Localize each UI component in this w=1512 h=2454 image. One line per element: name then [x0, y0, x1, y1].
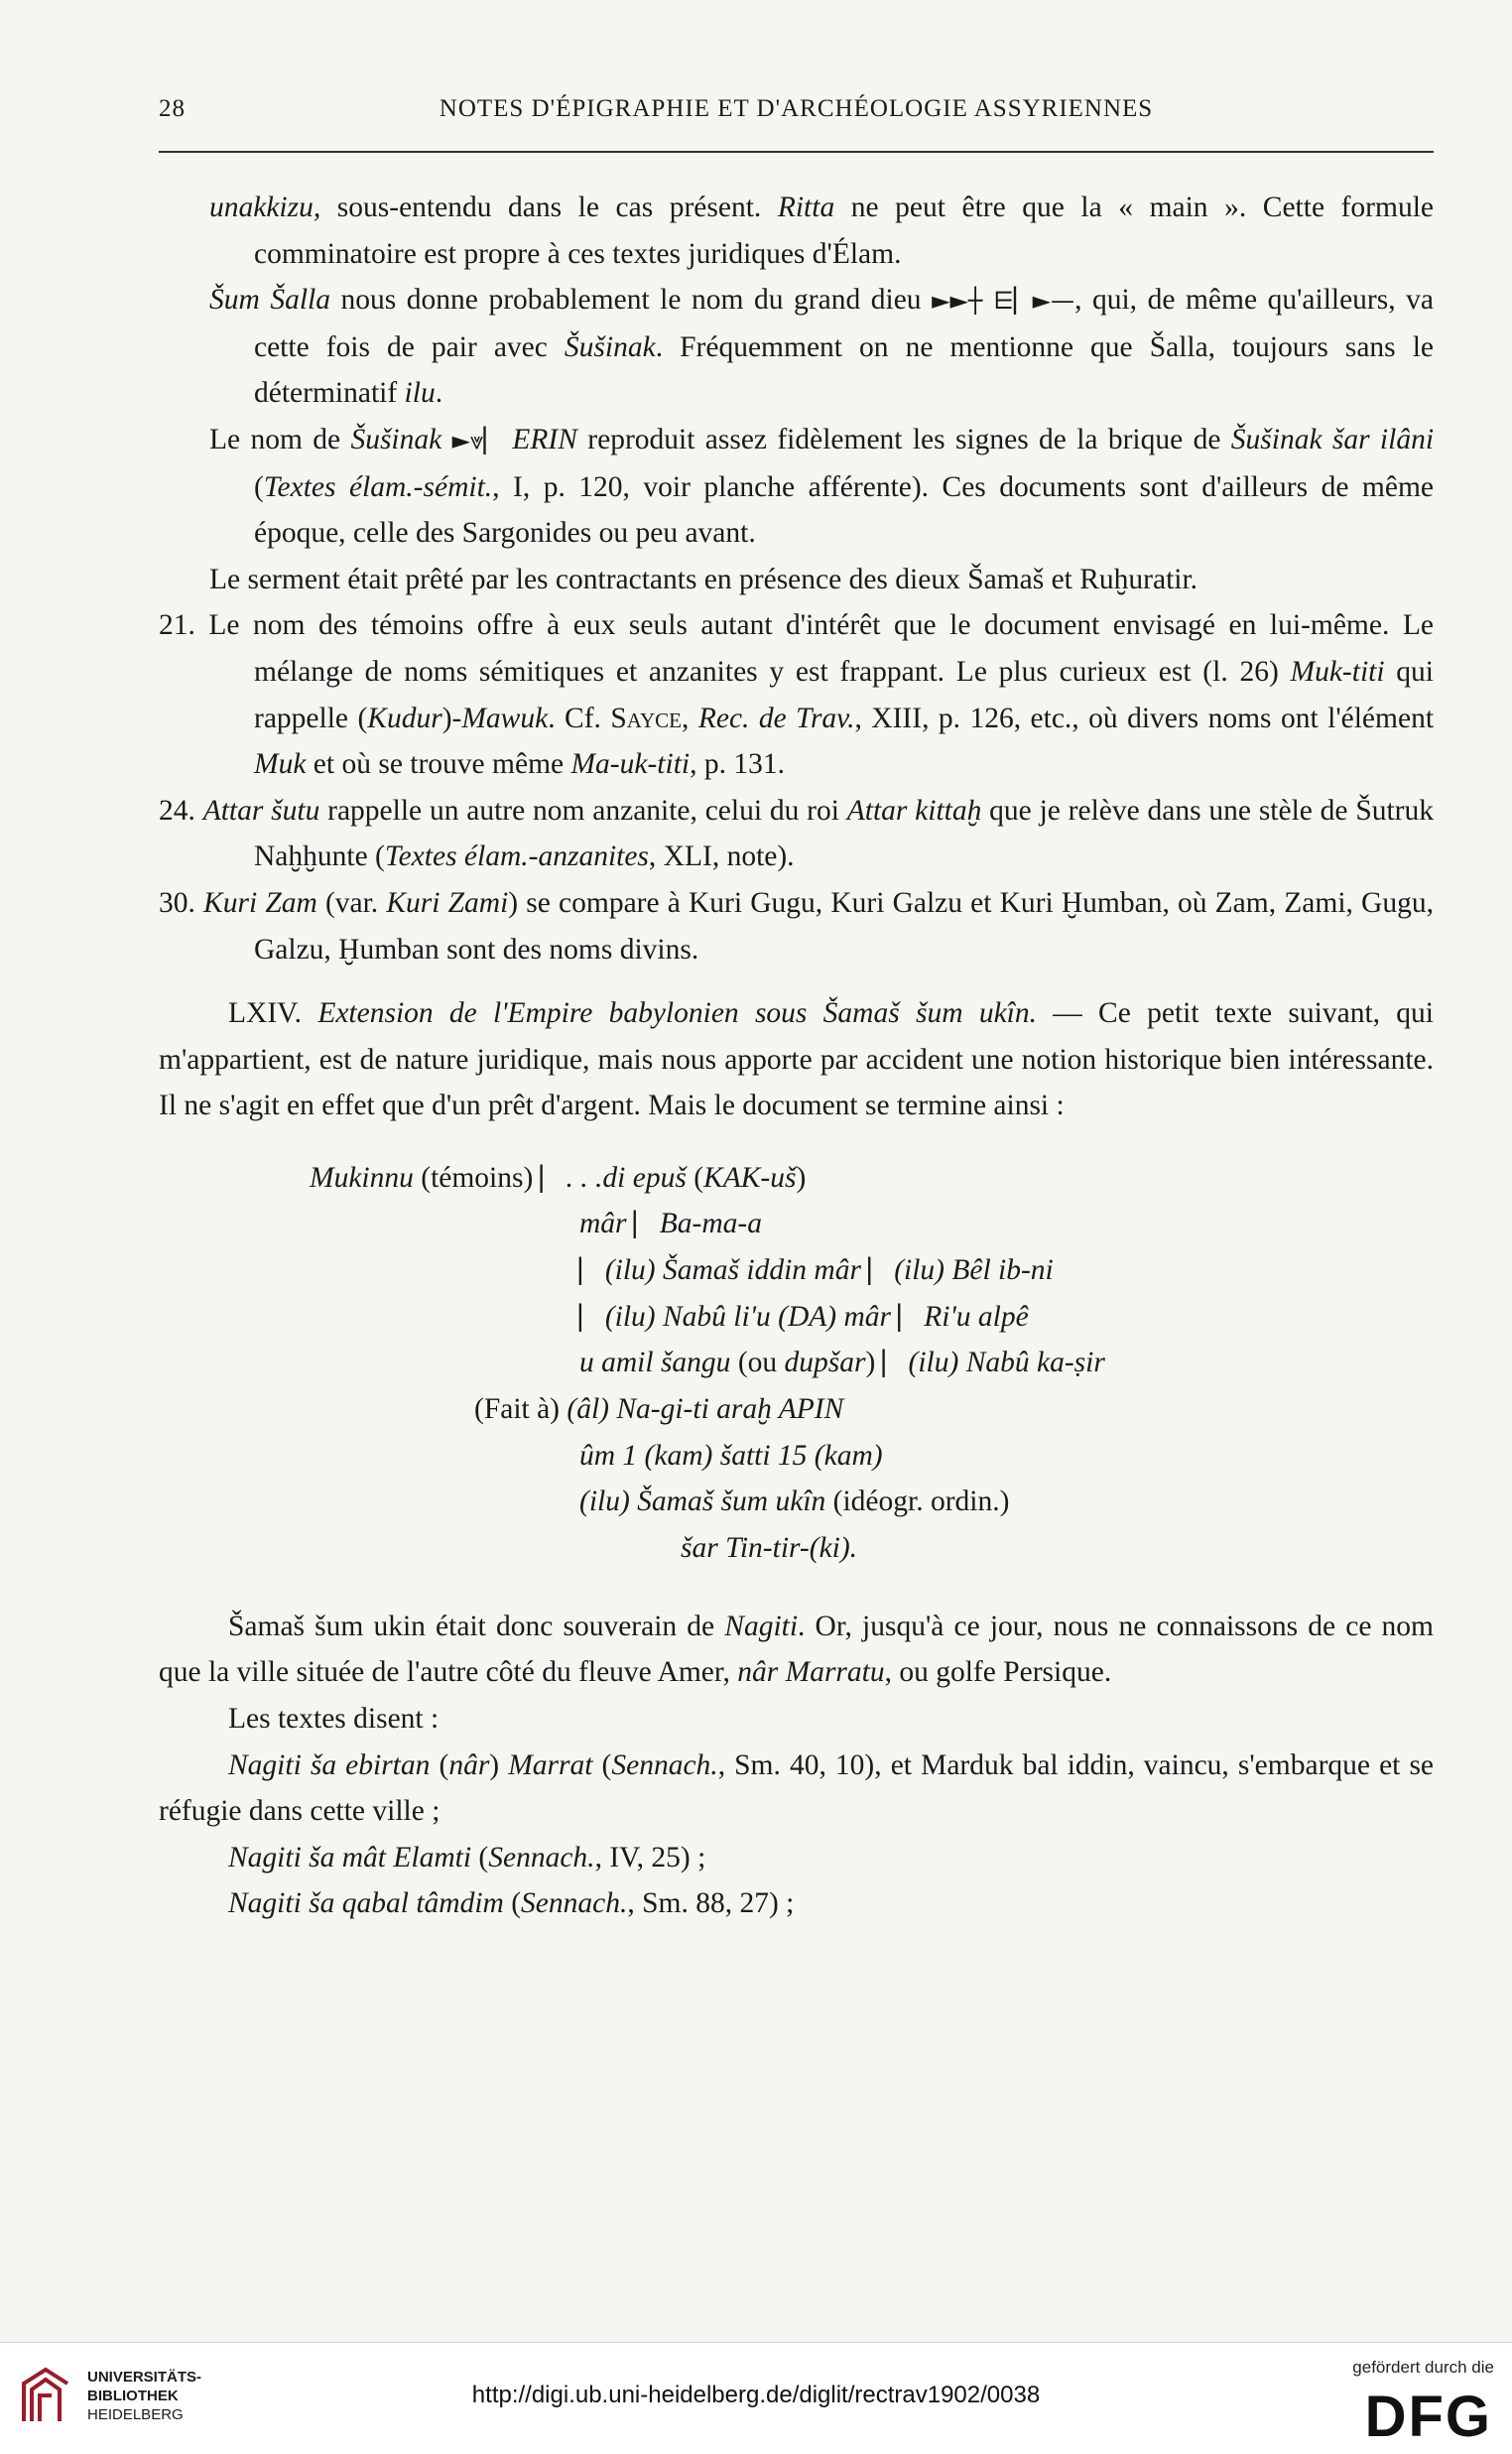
page-body: [159, 185, 1434, 1927]
transliteration-block: [159, 1155, 1434, 1572]
verse-line: ▏ (ilu) Šamaš iddin mâr ▏ (ilu) Bêl ib-ni: [579, 1253, 1054, 1286]
note-30: 30. Kuri Zam (var. Kuri Zami) se compare à Kuri Gugu, Kuri Galzu et Kuri Ḫumban, où Zam, Zami, Gugu, Galzu, Ḫumban sont des noms divins.: [159, 886, 1434, 966]
paragraph-sum-salla: Šum Šalla nous donne probablement le nom du grand dieu ►►┼ ⋿▏►—, qui, de même qu'ailleurs, va cette fois de pair avec Šušinak. Fréquemment on ne mentionne que Šalla, toujours sans le déterminatif ilu.: [209, 284, 1434, 410]
cuneiform-sign: ►⩔▏: [451, 426, 503, 454]
running-title: NOTES D'ÉPIGRAPHIE ET D'ARCHÉOLOGIE ASSYRIENNES: [439, 95, 1154, 122]
verse-line: Mukinnu (témoins) ▏ . . .di epuš (KAK-uš): [310, 1161, 807, 1194]
paragraph-susinak: Le nom de Šušinak ►⩔▏ ERIN reproduit assez fidèlement les signes de la brique de Šušinak šar ilâni (Textes élam.-sémit., I, p. 120, voir planche afférente). Ces documents sont d'ailleurs de même époque, celle des Sargonides ou peu avant.: [209, 423, 1435, 550]
dfg-logo: DFG: [1364, 2385, 1492, 2449]
note-24: 24. Attar šutu rappelle un autre nom anzanite, celui du roi Attar kittaḫ que je relève dans une stèle de Šutruk Naḫḫunte (Textes élam.-anzanites, XLI, note).: [159, 794, 1435, 873]
quote-nagiti-1: Nagiti ša ebirtan (nâr) Marrat (Sennach., Sm. 40, 10), et Marduk bal iddin, vaincu, s'embarque et se réfugie dans cette ville ;: [159, 1748, 1435, 1828]
university-library-name: UNIVERSITÄTS- BIBLIOTHEK HEIDELBERG: [87, 2369, 202, 2423]
page-number: 28: [159, 95, 186, 122]
verse-line: u amil šangu (ou dupšar) ▏ (ilu) Nabû ka-ṣir: [579, 1346, 1105, 1378]
quote-nagiti-2: Nagiti ša mât Elamti (Sennach., IV, 25) ;: [228, 1841, 706, 1873]
section-lxiv: LXIV. Extension de l'Empire babylonien sous Šamaš šum ukîn. — Ce petit texte suivant, qui m'appartient, est de nature juridique, mais nous apporte par accident une notion historique bien intéressante. Il ne s'agit en effet que d'un prêt d'argent. Mais le document se termine ainsi :: [159, 997, 1434, 1122]
verse-line: (Fait à) (âl) Na-gi-ti araḫ APIN: [474, 1392, 844, 1425]
source-url-link[interactable]: http://digi.ub.uni-heidelberg.de/diglit/rectrav1902/0038: [471, 2382, 1041, 2408]
cuneiform-sign: ►►┼ ⋿▏►—: [932, 287, 1075, 316]
verse-line: ▏ (ilu) Nabû li'u (DA) mâr ▏ Ri'u alpê: [579, 1300, 1029, 1333]
verse-line: ûm 1 (kam) šatti 15 (kam): [579, 1439, 883, 1472]
running-header: [159, 95, 1434, 131]
verse-line: šar Tin-tir-(ki).: [681, 1531, 858, 1564]
note-21: 21. Le nom des témoins offre à eux seuls autant d'intérêt que le document envisagé en lui-même. Le mélange de noms sémitiques et anzanites y est frappant. Le plus curieux est (l. 26) Muk-titi qui rappelle (Kudur)-Mawuk. Cf. Sayce, Rec. de Trav., XIII, p. 126, etc., où divers noms ont l'élément Muk et où se trouve même Ma-uk-titi, p. 131.: [159, 609, 1435, 781]
paragraph-serment: Le serment était prêté par les contractants en présence des dieux Šamaš et Ruḫuratir.: [209, 563, 1198, 595]
funding-note: gefördert durch die: [1352, 2358, 1494, 2377]
quote-nagiti-3: Nagiti ša qabal tâmdim (Sennach., Sm. 88, 27) ;: [228, 1887, 795, 1920]
verse-line: mâr ▏ Ba-ma-a: [579, 1207, 762, 1239]
header-rule: [159, 151, 1434, 153]
paragraph-samas-sum-ukin: Šamaš šum ukin était donc souverain de Nagiti. Or, jusqu'à ce jour, nous ne connaissons de ce nom que la ville située de l'autre côté du fleuve Amer, nâr Marratu, ou golfe Persique.: [159, 1610, 1435, 1689]
verse-line: (ilu) Šamaš šum ukîn (idéogr. ordin.): [579, 1485, 1010, 1517]
paragraph-ritta: unakkizu, sous-entendu dans le cas présent. Ritta ne peut être que la « main ». Cette formule comminatoire est propre à ces textes juridiques d'Élam.: [209, 192, 1434, 270]
paragraph-textes-disent: Les textes disent :: [228, 1703, 440, 1736]
